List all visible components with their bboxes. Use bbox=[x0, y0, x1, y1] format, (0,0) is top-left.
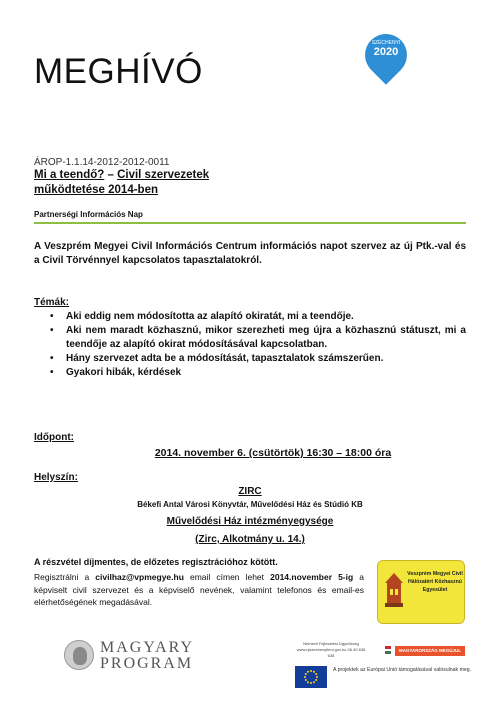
venue-address: (Zirc, Alkotmány u. 14.) bbox=[195, 534, 305, 545]
seal-text: Veszprém Megyei Civil Hálózatért Közhasznú Egyesület bbox=[407, 571, 463, 593]
reg-text-3: a képviselt civil szervezet és a képviselő nevének, valamint telefonos és email-es elérhetőségének megadásával. bbox=[34, 572, 365, 608]
event-subtitle: Partnerségi Információs Nap bbox=[34, 210, 143, 219]
venue-institution: Békefi Antal Városi Könyvtár, Művelődési Ház és Stúdió KB bbox=[137, 500, 363, 509]
registration-email: civilhaz@vpmegye.hu bbox=[95, 572, 184, 582]
logo-year: 2020 bbox=[373, 46, 399, 58]
civil-network-logo bbox=[377, 560, 465, 624]
page-title: MEGHÍVÓ bbox=[34, 52, 203, 91]
topics-heading: Témák: bbox=[34, 297, 70, 308]
reg-text-2: email címen lehet bbox=[183, 572, 271, 582]
nfu-logo-text: Nemzeti Fejlesztési Ügynökség www.ujszechenyiterv.gov.hu 06 40 638 638 bbox=[296, 641, 366, 658]
reg-text-1: Regisztrálni a bbox=[34, 572, 96, 582]
topics-list bbox=[50, 310, 466, 380]
eu-flag-icon bbox=[295, 666, 327, 688]
venue-unit: Művelődési Ház intézményegysége bbox=[166, 516, 334, 527]
registration-deadline: 2014.november 5-ig bbox=[270, 572, 354, 582]
project-code: ÁROP-1.1.14-2012-2012-0011 bbox=[34, 157, 170, 168]
headline-question: Mi a teendő? bbox=[34, 169, 105, 181]
divider-line bbox=[34, 222, 466, 224]
szechenyi-2020-logo-text bbox=[365, 40, 407, 59]
magyary-line1: MAGYARY bbox=[100, 639, 195, 656]
topic-item: • Aki nem maradt közhasznú, mikor szerezheti meg újra a közhasznú státuszt, mi a teendője az alapító okirat módosításával kapcsolatban. bbox=[50, 324, 466, 352]
building-icon bbox=[383, 567, 405, 617]
registration-note: A részvétel díjmentes, de előzetes regisztrációhoz kötött. bbox=[34, 557, 278, 567]
headline bbox=[34, 168, 254, 198]
venue-city: ZIRC bbox=[238, 486, 262, 497]
eu-funding-note: A projektek az Európai Unió támogatásával valósulnak meg. bbox=[333, 667, 472, 673]
logo-top-text: SZÉCHENYI bbox=[371, 40, 401, 46]
magyary-line2: PROGRAM bbox=[100, 655, 194, 672]
magyarorszag-megujul-banner: MAGYARORSZÁG MEGÚJUL bbox=[395, 646, 465, 656]
intro-paragraph: A Veszprém Megyei Civil Információs Centrum információs napot szervez az új Ptk.-val és a Civil Törvénnyel kapcsolatos tapasztalatokról. bbox=[34, 241, 466, 266]
headline-topic: Civil szervezetek működtetése 2014-ben bbox=[34, 169, 210, 196]
topic-item: • Gyakori hibák, kérdések bbox=[50, 366, 466, 380]
time-heading: Időpont: bbox=[34, 432, 74, 443]
venue-heading: Helyszín: bbox=[34, 472, 78, 483]
event-datetime: 2014. november 6. (csütörtök) 16:30 – 18:00 óra bbox=[154, 447, 392, 459]
magyary-program-logo bbox=[100, 640, 194, 672]
hungarian-flag-icon bbox=[385, 646, 391, 654]
topic-item: • Hány szervezet adta be a módosítását, tapasztalatok számszerűen. bbox=[50, 352, 466, 366]
magyary-portrait-logo bbox=[64, 640, 94, 670]
topic-item: • Aki eddig nem módosította az alapító okiratát, mi a teendője. bbox=[50, 310, 466, 324]
headline-separator: – bbox=[104, 169, 118, 181]
registration-paragraph bbox=[34, 571, 364, 609]
